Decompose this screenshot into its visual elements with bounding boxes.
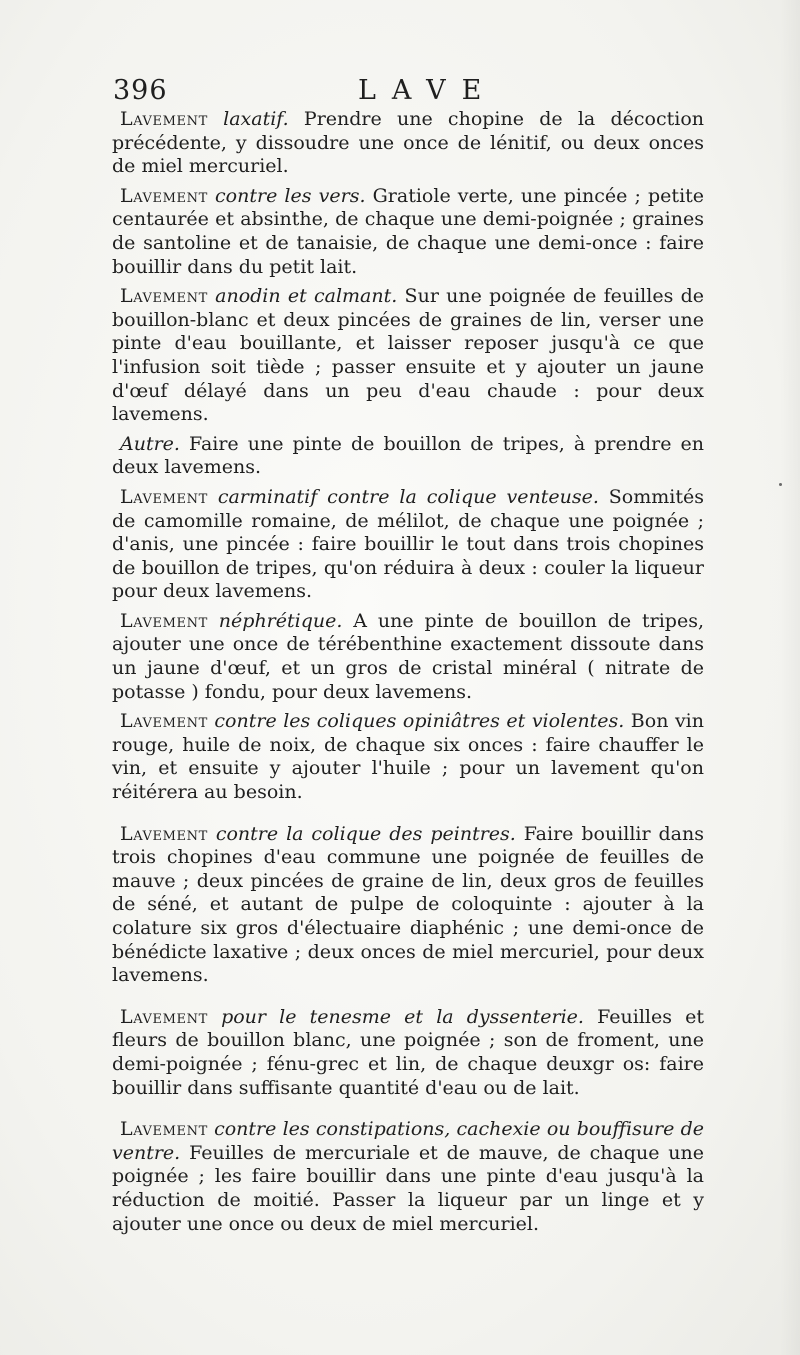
- entry-title: contre la colique des peintres.: [215, 822, 516, 845]
- entry-title: néphrétique.: [218, 609, 343, 632]
- entry-text: Bon vin rouge, huile de noix, de chaque six onces : faire chauffer le vin, et ensuite y ajouter l'huile ; pour un lavement qu'on réitérera au besoin.: [112, 710, 704, 804]
- entry-title: laxatif.: [223, 108, 289, 130]
- entry-head: Lavement: [120, 184, 208, 207]
- entry-carminatif: [112, 486, 704, 604]
- page-header: [113, 74, 713, 108]
- entry-head: Lavement: [120, 1118, 208, 1141]
- entry-autre: [112, 433, 704, 480]
- entry-head: Lavement: [120, 485, 208, 508]
- running-head: LAVE: [358, 75, 498, 106]
- entry-coliques-opiniatres: [112, 710, 704, 804]
- entry-title: contre les coliques opiniâtres et violentes.: [214, 710, 625, 733]
- entry-anodin-calmant: [112, 285, 704, 427]
- entry-title: anodin et calmant.: [215, 285, 398, 308]
- entry-head: Lavement: [120, 1005, 208, 1028]
- entry-text: Prendre une chopine de la décoction précédente, y dissoudre une once de lénitif, ou deux onces de miel mercuriel.: [112, 108, 704, 178]
- entry-head: Lavement: [120, 285, 208, 308]
- entry-laxatif: [112, 108, 704, 179]
- entry-title: pour le tenesme et la dyssenterie.: [221, 1005, 584, 1028]
- entry-text: Faire une pinte de bouillon de tripes, à prendre en deux lavemens.: [112, 432, 704, 479]
- entry-text: Sommités de camomille romaine, de mélilot, de chaque une poignée ; d'anis, une pincée : faire bouillir le tout dans trois chopines de bouillon de tripes, qu'on réduira à deux : couler la liqueur pour deux lavemens.: [112, 485, 704, 603]
- entry-text: Sur une poignée de feuilles de bouillon-blanc et deux pincées de graines de lin, verser une pinte d'eau bouillante, et laisser reposer jusqu'à ce que l'infusion soit tiède ; passer ensuite et y ajouter un jaune d'œuf délayé dans un peu d'eau chaude : pour deux lavemens.: [112, 285, 704, 426]
- entry-title: contre les constipations, cachexie ou bouffisure de ventre.: [112, 1118, 704, 1164]
- entry-head: Lavement: [120, 609, 208, 632]
- entry-contre-les-vers: [112, 185, 704, 279]
- entry-text: Faire bouillir dans trois chopines d'eau commune une poignée de feuilles de mauve ; deux pincées de graine de lin, deux gros de feuilles de séné, et autant de pulpe de coloquinte : ajouter à la colature six gros d'électuaire diaphénic ; une demi-once de bénédicte laxative ; deux onces de miel mercuriel, pour deux lavemens.: [112, 822, 704, 987]
- entry-colique-des-peintres: [112, 823, 704, 988]
- entry-text: A une pinte de bouillon de tripes, ajouter une once de térébenthine exactement dissoute dans un jaune d'œuf, et un gros de cristal minéral ( nitrate de potasse ) fondu, pour deux lavemens.: [112, 609, 705, 703]
- entry-tenesme-dyssenterie: [112, 1006, 704, 1100]
- entry-constipations: [112, 1118, 704, 1236]
- entry-head: Lavement: [120, 710, 208, 733]
- entry-text: Gratiole verte, une pincée ; petite centaurée et absinthe, de chaque une demi-poignée ; graines de santoline et de tanaisie, de chaque une demi-once : faire bouillir dans du petit lait.: [112, 184, 705, 278]
- entry-title: carminatif contre la colique venteuse.: [217, 485, 599, 508]
- entry-head: Lavement: [120, 108, 208, 130]
- page-number: 396: [113, 75, 168, 106]
- entry-text: Feuilles et fleurs de bouillon blanc, une poignée ; son de froment, une demi-poignée ; fénu-grec et lin, de chaque deuxgr os: faire bouillir dans suffisante quantité d'eau ou de lait.: [112, 1005, 705, 1099]
- page-body: [112, 108, 704, 1242]
- entry-title: Autre.: [120, 432, 180, 455]
- entry-head: Lavement: [120, 822, 208, 845]
- entry-text: Feuilles de mercuriale et de mauve, de chaque une poignée ; les faire bouillir dans une pinte d'eau jusqu'à la réduction de moitié. Passer la liqueur par un linge et y ajouter une once ou deux de miel mercuriel.: [112, 1141, 704, 1235]
- entry-nephretique: [112, 610, 704, 704]
- page-edge-shadow: [780, 0, 800, 1355]
- entry-title: contre les vers.: [215, 184, 366, 207]
